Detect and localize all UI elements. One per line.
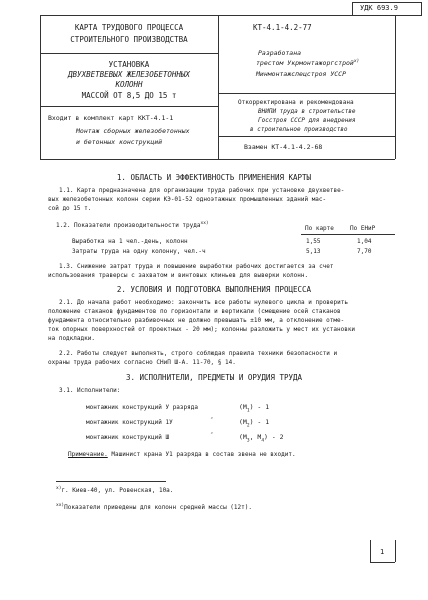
corrected-line2: ВНИПИ труда в строительстве <box>258 108 356 115</box>
s3-p1: 3.1. Исполнители: <box>59 387 121 394</box>
col-header-enir: По ЕНиР <box>350 225 376 232</box>
worker2-label: монтажник конструкций 1У <box>86 419 173 426</box>
developed-line3: Минмонтажспецстроя УССР <box>256 70 347 78</box>
header-left-divider-2 <box>40 106 218 107</box>
worker1-m: М <box>242 403 247 411</box>
corrected-line3: Госстроя СССР для внедрения <box>258 117 356 124</box>
worker2-ditto: ″ <box>210 417 214 424</box>
s2-p1-line3-text: фундамента относительно разбивочных не должно превышать <box>48 317 251 324</box>
worker2-m: М <box>242 418 247 426</box>
header-center-line <box>218 15 219 159</box>
replaces-line: Взамен КТ-4.1-4.2-68 <box>244 143 323 151</box>
footnote1-text: г. Киев-40, ул. Ровенская, 10а. <box>61 487 174 494</box>
page-number-box-right <box>395 540 396 562</box>
col-header-card: По карте <box>305 225 334 232</box>
row1-card: 1,55 <box>306 238 321 245</box>
udk-code: УДК 693.9 <box>360 4 398 12</box>
note-line <box>68 452 296 458</box>
s2-p1-line2: положение стаканов фундаментов по горизонтали и вертикали (смещение осей стаканов <box>48 308 341 315</box>
worker3-sub: 3 <box>246 438 250 444</box>
footnote-separator <box>56 481 166 482</box>
worker3-mid: , М <box>249 433 262 441</box>
header-right-divider-1 <box>218 93 395 94</box>
footnote1-mark: x) <box>56 486 62 491</box>
header-bottom-line <box>40 159 395 160</box>
subject-line1: УСТАНОВКА <box>108 60 150 69</box>
s2-p1-line4: ток опорных поверхностей от проектных - 20 мм); колонны разложить у мест их установки <box>48 326 356 333</box>
section3-title: 3. ИСПОЛНИТЕЛИ, ПРЕДМЕТЫ И ОРУДИЯ ТРУДА <box>125 373 303 382</box>
plus-minus-sign: ± <box>250 317 254 324</box>
worker3-m: М <box>242 433 247 441</box>
row2-card: 5,13 <box>306 248 321 255</box>
s1-p1-line3: сой до 15 т. <box>48 205 92 212</box>
developed-footnote-mark: x) <box>353 59 360 64</box>
developed-line2-text: трестом Укрмонтажоргстрой <box>256 59 354 68</box>
footnote1 <box>56 487 173 494</box>
worker1-sub: 1 <box>246 408 250 414</box>
subject-line3: КОЛОНН <box>115 80 143 89</box>
card-title-line2: СТРОИТЕЛЬНОГО ПРОИЗВОДСТВА <box>70 35 188 44</box>
worker3-sub2: 4 <box>261 438 265 444</box>
set-topic-line2: и бетонных конструкций <box>76 138 163 146</box>
worker1-count: ) - 1 <box>249 403 270 411</box>
row2-label: Затраты труда на одну колонну, чел.-ч <box>72 248 206 255</box>
s2-p1-line1: 2.1. До начала работ необходимо: закончить все работы нулевого цикла и проверить <box>59 299 348 306</box>
set-line: Входит в комплект карт ККТ-4.1-1 <box>48 114 174 122</box>
worker3-ditto: ″ <box>210 432 214 439</box>
subject-line2: ДВУХВЕТВЕВЫХ ЖЕЛЕЗОБЕТОННЫХ <box>68 70 190 79</box>
note-text: Машинист крана У1 разряда в состав звена не входит. <box>107 451 296 458</box>
s1-p1-line2: вых железобетонных колонн серии КЭ-01-52 одноэтажных промышленных зданий мас- <box>48 196 327 203</box>
section2-title: 2. УСЛОВИЯ И ПОДГОТОВКА ВЫПОЛНЕНИЯ ПРОЦЕССА <box>116 285 312 294</box>
s2-p1-line3 <box>48 318 344 324</box>
s1-p2-label <box>56 222 209 229</box>
s1-p3-line2: использования траверсы с захватом и винтовых клиньев для выверки колонн. <box>48 272 309 279</box>
s2-p1-line5: на подкладки. <box>48 335 95 342</box>
subject-line4: МАССОЙ ОТ 8,5 ДО 15 т <box>81 91 177 100</box>
set-topic-line1: Монтаж сборных железобетонных <box>76 127 190 135</box>
row1-enir: 1,04 <box>357 238 372 245</box>
row2-enir: 7,70 <box>357 248 372 255</box>
worker2-sub: 2 <box>246 423 250 429</box>
worker1-designation: $(М_1) - 1$ <box>239 403 270 414</box>
corrected-line4: в строительное производство <box>250 126 348 133</box>
worker1-label: монтажник конструкций У разряда <box>86 404 198 411</box>
s1-p2-label-text: 1.2. Показатели производительности труда <box>56 222 201 229</box>
worker3-designation: ($М_3$, $М_4) - 2$ <box>239 433 284 444</box>
header-left-divider-1 <box>40 53 218 54</box>
note-label: Примечание. <box>68 451 108 458</box>
section1-title: 1. ОБЛАСТЬ И ЭФФЕКТИВНОСТЬ ПРИМЕНЕНИЯ КАРТЫ <box>116 173 312 182</box>
header-right-divider-2 <box>218 136 395 137</box>
s2-p2-line2: охраны труда рабочих согласно СНиП Ш-А. 11-70, § 14. <box>48 359 236 366</box>
footnote2 <box>56 504 252 511</box>
worker3-label: монтажник конструкций Ш <box>86 434 170 441</box>
page-number: 1 <box>380 548 385 556</box>
footnote2-mark: xx) <box>56 503 65 508</box>
page-number-box-left <box>370 540 371 562</box>
header-right-line <box>395 15 396 159</box>
card-title-line1: КАРТА ТРУДОВОГО ПРОЦЕССА <box>74 23 184 32</box>
row1-label: Выработка на 1 чел.-день, колонн <box>72 238 188 245</box>
page-number-box-bottom <box>370 562 395 563</box>
s1-p3-line1: 1.3. Снижение затрат труда и повышение выработки рабочих достигается за счет <box>59 263 334 270</box>
s2-p2-line1: 2.2. Работы следует выполнять, строго соблюдая правила техники безопасности и <box>59 350 338 357</box>
s1-p2-footnote-mark: xx) <box>200 221 209 226</box>
s2-p1-line3-tail: 10 мм, а отклонение отме- <box>253 317 345 324</box>
corrected-line1: Откорректирована и рекомендована <box>238 99 354 106</box>
card-code: КТ-4.1-4.2-77 <box>253 23 312 32</box>
s1-p1-line1: 1.1. Карта предназначена для организации труда рабочих при установке двухветве- <box>59 187 345 194</box>
developed-line2 <box>256 60 359 67</box>
worker3-count: ) - 2 <box>264 433 284 441</box>
worker2-count: ) - 1 <box>249 418 270 426</box>
worker2-designation: $(М_2) - 1$ <box>239 418 270 429</box>
footnote2-text: Показатели приведены для колонн средней массы (12т). <box>64 504 252 511</box>
developed-line1: Разработана <box>258 49 302 57</box>
col-header-underline <box>301 234 395 235</box>
